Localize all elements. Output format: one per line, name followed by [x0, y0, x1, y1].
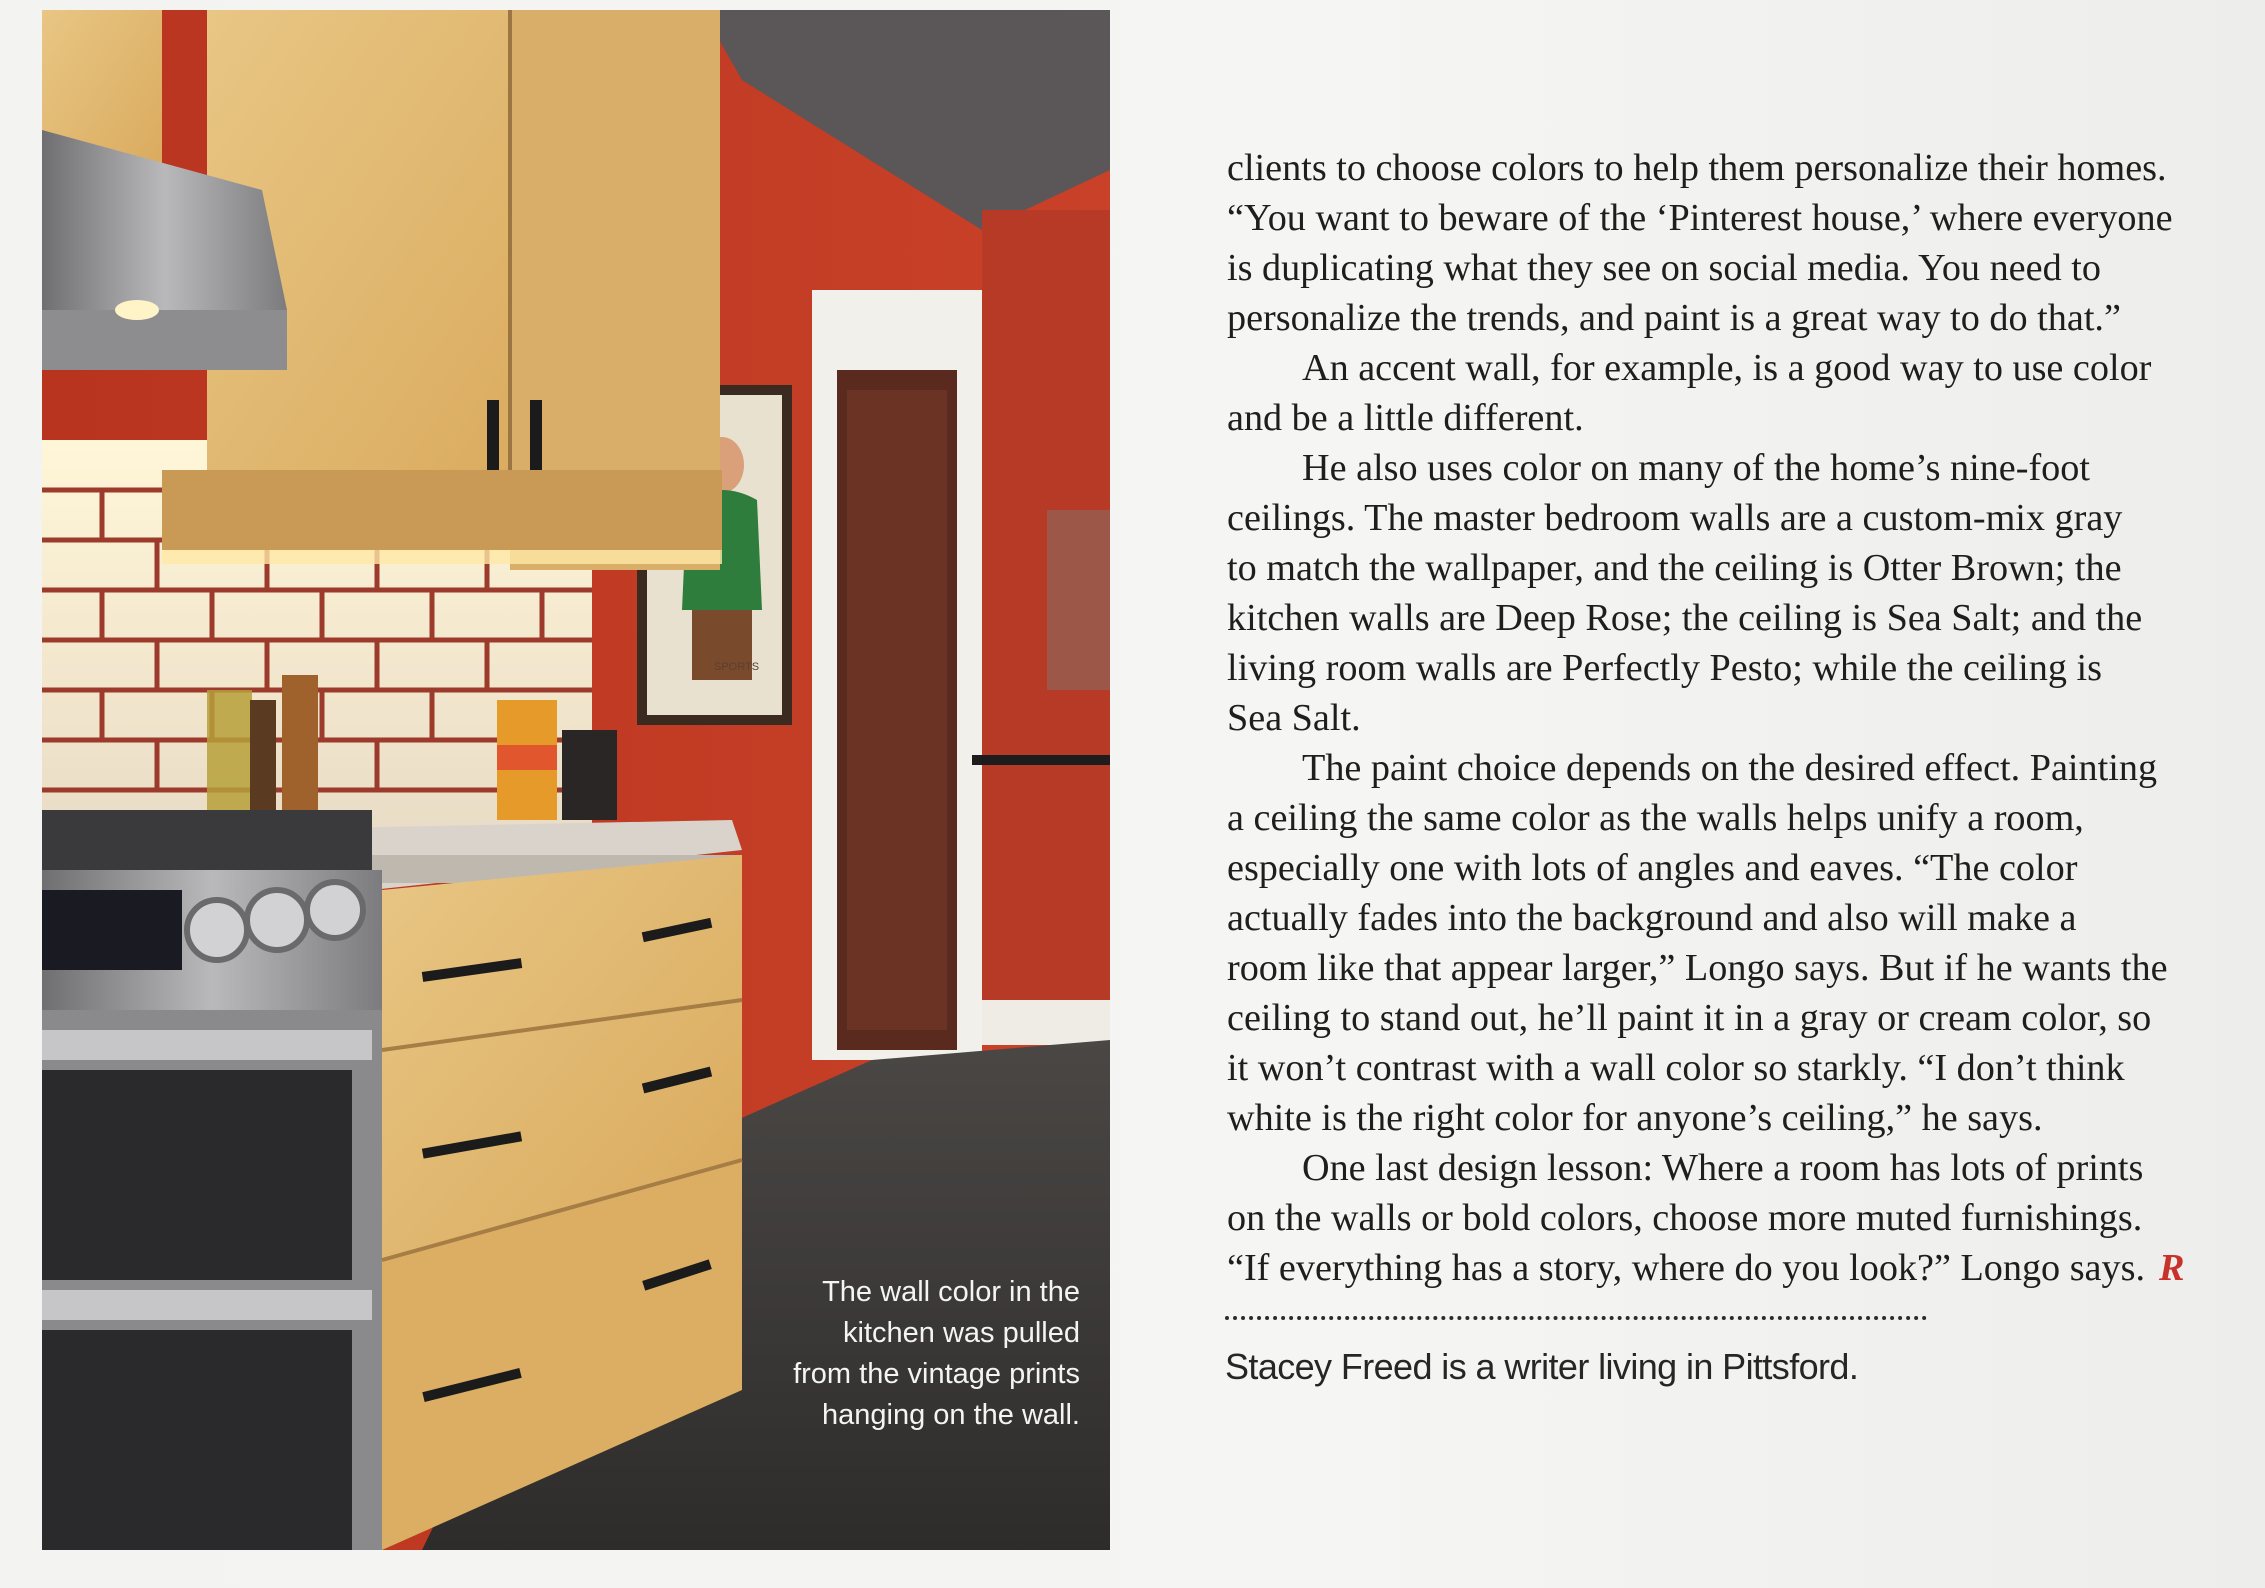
author-bio: Stacey Freed is a writer living in Pittsford.: [1225, 1346, 1859, 1387]
article-line: “You want to beware of the ‘Pinterest house,’ where everyone: [1227, 197, 2173, 239]
caption-line: kitchen was pulled: [843, 1317, 1080, 1349]
article-line: “If everything has a story, where do you look?” Longo says.: [1227, 1247, 2146, 1289]
article-line: actually fades into the background and also will make a: [1227, 897, 2077, 939]
article-line: He also uses color on many of the home’s nine-foot: [1302, 447, 2090, 489]
article-last-line: [1227, 1243, 2247, 1293]
kitchen-photo: [42, 10, 1110, 1550]
article-line: personalize the trends, and paint is a great way to do that.”: [1227, 297, 2121, 339]
article-line: One last design lesson: Where a room has lots of prints: [1302, 1147, 2144, 1189]
article-line: ceilings. The master bedroom walls are a custom-mix gray: [1227, 497, 2123, 539]
article-line: on the walls or bold colors, choose more muted furnishings.: [1227, 1197, 2143, 1239]
article-line: ceiling to stand out, he’ll paint it in a gray or cream color, so: [1227, 997, 2152, 1039]
article-line: especially one with lots of angles and eaves. “The color: [1227, 847, 2078, 889]
dotted-divider: [1225, 1316, 1927, 1320]
print-label: SPORTS: [714, 661, 760, 673]
article-line: to match the wallpaper, and the ceiling is Otter Brown; the: [1227, 547, 2122, 589]
article-line: white is the right color for anyone’s ceiling,” he says.: [1227, 1097, 2043, 1139]
article-line: and be a little different.: [1227, 397, 1584, 439]
article-line: An accent wall, for example, is a good way to use color: [1302, 347, 2152, 389]
photo-caption: [740, 1272, 1080, 1436]
article-line: Sea Salt.: [1227, 697, 1361, 739]
caption-line: from the vintage prints: [793, 1358, 1080, 1390]
article-body: [1227, 143, 2247, 1293]
caption-line: hanging on the wall.: [822, 1399, 1080, 1431]
article-line: clients to choose colors to help them personalize their homes.: [1227, 147, 2167, 189]
article-line: room like that appear larger,” Longo says. But if he wants the: [1227, 947, 2168, 989]
article-line: kitchen walls are Deep Rose; the ceiling is Sea Salt; and the: [1227, 597, 2143, 639]
article-line: living room walls are Perfectly Pesto; while the ceiling is: [1227, 647, 2102, 689]
caption-line: The wall color in the: [822, 1276, 1080, 1308]
article-line: is duplicating what they see on social media. You need to: [1227, 247, 2101, 289]
end-mark-icon: R: [2159, 1247, 2185, 1289]
article-line: a ceiling the same color as the walls helps unify a room,: [1227, 797, 2084, 839]
article-line: The paint choice depends on the desired effect. Painting: [1302, 747, 2158, 789]
article-line: it won’t contrast with a wall color so starkly. “I don’t think: [1227, 1047, 2125, 1089]
